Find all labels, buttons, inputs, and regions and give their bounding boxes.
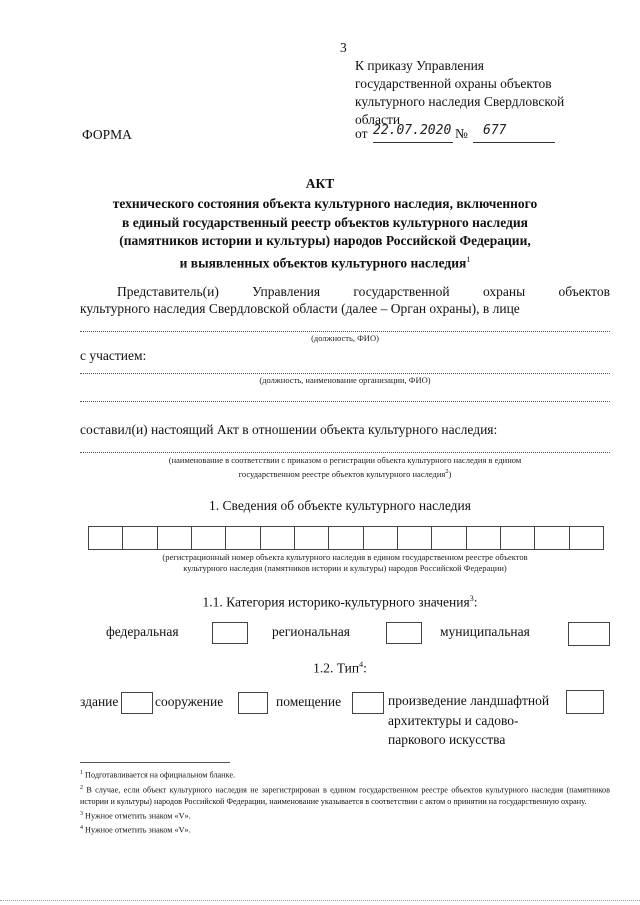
order-reference-line: К приказу Управления	[355, 58, 485, 73]
checkbox-regional[interactable]	[386, 622, 422, 644]
option-municipal-label: муниципальная	[440, 624, 530, 639]
reg-number-cell[interactable]	[226, 527, 260, 549]
checkbox-premises[interactable]	[352, 692, 384, 714]
section-1-title: 1. Сведения об объекте культурного наследия	[209, 498, 471, 513]
date-prefix: от	[355, 126, 368, 141]
handwritten-number: 677	[483, 123, 507, 138]
reg-number-cell[interactable]	[501, 527, 535, 549]
footnote-separator	[80, 762, 230, 763]
section-1-2-title: 1.2. Тип$^4$:	[313, 660, 367, 676]
intro-word: Управления	[252, 284, 321, 299]
act-subtitle-line: (памятников истории и культуры) народов Российской Федерации,	[119, 233, 531, 248]
intro-word: государственной	[353, 284, 450, 299]
reg-number-cell[interactable]	[261, 527, 295, 549]
handwritten-date: 22.07.2020	[373, 123, 452, 138]
footnote-2: $^2$ В случае, если объект культурного наследия не зарегистрирован в едином государственном реестре объектов культурного наследия (памятников истории и культуры) народов Российской Федерации, наименование указывается в соответствии с актом о принятии на государственную охрану.	[80, 785, 611, 807]
composed-text: составил(и) настоящий Акт в отношении объекта культурного наследия:	[80, 422, 498, 437]
fill-line-representative[interactable]	[80, 331, 610, 332]
reg-number-cell[interactable]	[123, 527, 157, 549]
option-regional-label: региональная	[272, 624, 350, 639]
page-edge	[0, 900, 640, 901]
reg-number-cell[interactable]	[570, 527, 603, 549]
caption-registration-number: (регистрационный номер объекта культурного наследия в едином государственном реестре объектов культурного наследия (памятников истории и культуры) народов Российской Федерации)	[162, 552, 528, 573]
number-label: №	[455, 126, 468, 141]
section-1-1-title: 1.1. Категория историко-культурного значения$^3$:	[202, 594, 478, 610]
checkbox-landscape[interactable]	[566, 690, 604, 714]
footnote-1: $^1$ Подготавливается на официальном бланке.	[80, 770, 236, 780]
reg-number-cell[interactable]	[364, 527, 398, 549]
checkbox-structure[interactable]	[238, 692, 268, 714]
caption-object-name: (наименование в соответствии с приказом о регистрации объекта культурного наследия в едином государственном реестре объектов культурного наследия$^2$)	[168, 455, 522, 479]
caption-position-fio: (должность, ФИО)	[311, 333, 379, 343]
type-building-label: здание	[80, 694, 119, 709]
reg-number-cell[interactable]	[329, 527, 363, 549]
act-subtitle-line: и выявленных объектов культурного наследия$^1$	[179, 254, 471, 270]
with-participation-label: с участием:	[80, 348, 147, 363]
order-reference	[355, 57, 564, 129]
checkbox-federal[interactable]	[212, 622, 248, 644]
intro-word: охраны	[482, 284, 526, 299]
order-reference-line: государственной охраны объектов	[355, 76, 552, 91]
type-structure-label: сооружение	[155, 694, 224, 709]
fill-line-participants-2[interactable]	[80, 401, 610, 402]
act-subtitle	[60, 195, 590, 273]
act-title: АКТ	[305, 176, 335, 191]
act-subtitle-line: в единый государственный реестр объектов культурного наследия	[122, 214, 528, 230]
act-subtitle-line: технического состояния объекта культурного наследия, включенного	[112, 196, 538, 211]
reg-number-cell[interactable]	[398, 527, 432, 549]
footnote-ref: 3	[469, 594, 474, 603]
order-reference-line: области	[355, 112, 401, 127]
registration-number-grid[interactable]	[88, 526, 604, 550]
footnote-4: $^4$ Нужное отметить знаком «V».	[80, 825, 191, 835]
footnote-ref: 2	[445, 468, 449, 475]
footnote-3: $^3$ Нужное отметить знаком «V».	[80, 810, 191, 821]
fill-line-object-name[interactable]	[80, 452, 610, 453]
checkbox-municipal[interactable]	[568, 622, 610, 646]
order-reference-line: культурного наследия Свердловской	[355, 94, 565, 109]
form-label: ФОРМА	[82, 127, 132, 142]
footnotes	[80, 768, 610, 836]
option-federal-label: федеральная	[106, 624, 179, 639]
intro-word: объектов	[558, 284, 610, 299]
reg-number-cell[interactable]	[192, 527, 226, 549]
reg-number-cell[interactable]	[158, 527, 192, 549]
reg-number-cell[interactable]	[295, 527, 329, 549]
intro-line-1	[117, 284, 610, 300]
type-landscape-label: произведение ландшафтной архитектуры и садово- паркового искусства	[388, 693, 550, 747]
reg-number-cell[interactable]	[89, 527, 123, 549]
intro-line-2: культурного наследия Свердловской области (далее – Орган охраны), в лице	[80, 301, 520, 316]
page-number: 3	[340, 40, 347, 55]
footnote-ref: 4	[359, 660, 364, 669]
reg-number-cell[interactable]	[535, 527, 569, 549]
footnote-ref: 1	[466, 254, 471, 264]
type-premises-label: помещение	[276, 694, 342, 709]
checkbox-building[interactable]	[121, 692, 153, 714]
reg-number-cell[interactable]	[467, 527, 501, 549]
fill-line-participants[interactable]	[80, 373, 610, 374]
intro-word: Представитель(и)	[117, 284, 219, 299]
caption-position-org-fio: (должность, наименование организации, ФИО)	[259, 375, 431, 385]
reg-number-cell[interactable]	[432, 527, 466, 549]
order-date-line	[355, 123, 575, 144]
